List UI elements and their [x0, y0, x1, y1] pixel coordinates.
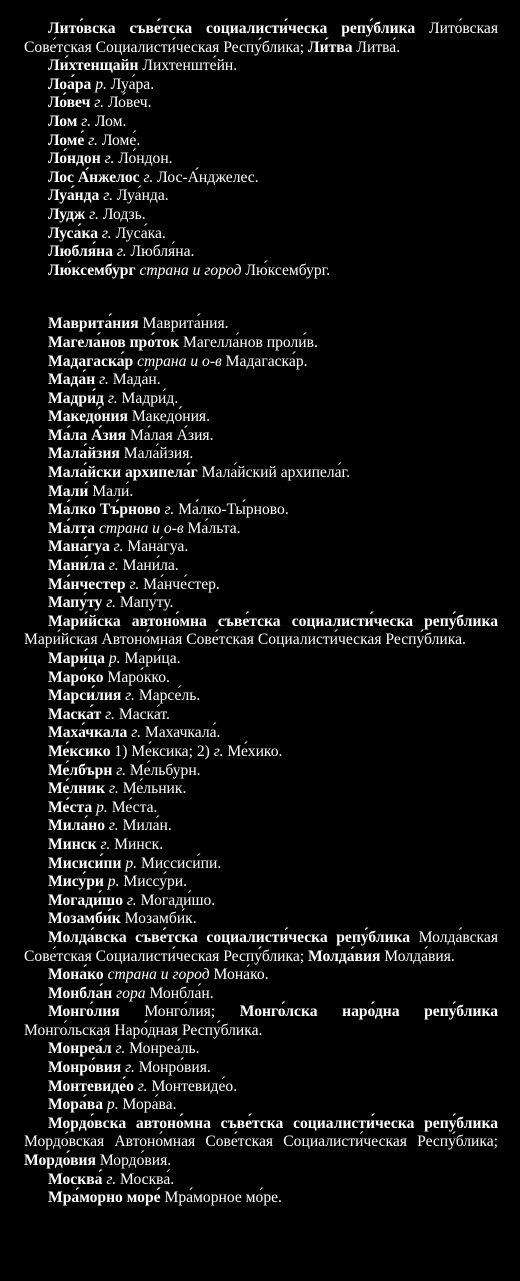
dictionary-entry [24, 706, 498, 725]
dictionary-entry [24, 1189, 498, 1208]
dictionary-entry [24, 855, 498, 874]
entry-headword: Монтевиде́о [48, 1077, 134, 1095]
entry-headword: Ма́нчестер [48, 575, 126, 593]
entry-headword: Лю́ксембург [48, 261, 136, 279]
entry-translation: Ма́нче́стер. [139, 575, 220, 593]
entry-translation: Москва́. [116, 1170, 175, 1188]
entry-headword: Ло́ндон [48, 150, 101, 168]
entry-headword: Ме́ста [48, 798, 93, 816]
entry-translation: Лом. [91, 112, 127, 130]
section-gap [24, 280, 498, 315]
dictionary-entry [24, 225, 498, 244]
entry-translation: Мадри́д. [117, 389, 179, 407]
entry-label: г. [121, 1059, 135, 1077]
entry-translation: Ма́лая А́зия. [126, 426, 214, 444]
entry-headword: Марси́лия [48, 687, 122, 705]
dictionary-entry [24, 576, 498, 595]
entries-section-m [24, 315, 498, 1208]
entry-translation: Луа́ра. [106, 75, 155, 93]
entry-translation: Луа́нда. [112, 187, 169, 205]
entry-translation: Ме́льбурн. [126, 761, 201, 779]
dictionary-entry [24, 408, 498, 427]
entry-translation: Мани́ла. [118, 557, 179, 575]
entry-label: страна и о-в [133, 352, 222, 370]
entry-headword: Маска́т [48, 705, 102, 723]
dictionary-entry [24, 594, 498, 613]
dictionary-entry [24, 613, 498, 650]
entry-headword: Мисиси́пи [48, 854, 122, 872]
dictionary-entry [24, 1171, 498, 1190]
entry-translation: Мари́йская Автоно́мная Сове́тская Социалисти́ческая Респу́блика. [24, 631, 466, 649]
dictionary-entry [24, 1040, 498, 1059]
dictionary-entry [24, 150, 498, 169]
dictionary-entry [24, 1115, 498, 1171]
entry-translation: Ло́веч. [104, 94, 152, 112]
dictionary-entry [24, 262, 498, 281]
entry-translation: Мозамби́к. [120, 910, 197, 928]
entry-headword: Монбла́н [48, 984, 113, 1002]
entry-label: г. [139, 168, 154, 186]
entry-translation: Миссу́ри. [119, 873, 188, 891]
entry-headword: Лито́вска съве́тска социалисти́ческа репу́блика [48, 20, 416, 37]
entry-headword: Ме́лник [48, 780, 106, 798]
entry-label: р. [92, 798, 108, 816]
entry-label: г. [102, 1170, 117, 1188]
entry-translation: Маска́т. [114, 705, 170, 723]
entry-headword: Мона́ко [48, 966, 104, 984]
entry-headword: Мила́но [48, 817, 106, 835]
entry-headword: Ме́лбърн [48, 761, 113, 779]
dictionary-entry [24, 169, 498, 188]
entry-headword: Луса́ка [48, 224, 99, 242]
entry-headword: Могади́шо [48, 891, 124, 909]
entry-headword: Ли́тва [308, 38, 353, 56]
entry-translation: Луса́ка. [111, 224, 166, 242]
dictionary-entry [24, 799, 498, 818]
entry-label: р. [104, 650, 121, 667]
entry-headword: Мадри́д [48, 389, 104, 407]
entry-headword: Ме́ксико [48, 742, 111, 760]
entry-headword: Мали́ [48, 482, 89, 500]
entry-translation: Ме́ста. [107, 798, 158, 816]
entry-label: гора [112, 984, 146, 1002]
entry-headword: Мадагаска́р [48, 352, 134, 370]
entry-label: г. [85, 205, 99, 223]
entry-translation: Могади́шо. [136, 891, 216, 909]
entry-headword: Мису́ри [48, 873, 104, 891]
dictionary-entry [24, 483, 498, 502]
entry-headword: Москва́ [48, 1170, 103, 1188]
entry-translation: Мадагаска́р. [221, 352, 308, 370]
dictionary-entry [24, 57, 498, 76]
entry-translation: Ме́хико. [223, 742, 283, 760]
entry-translation: Мордо́вия. [95, 1152, 172, 1170]
dictionary-entry [24, 538, 498, 557]
entry-label: г. [90, 94, 105, 112]
entry-label: г. [99, 187, 113, 205]
entry-label: г. [109, 538, 124, 556]
entry-translation: Мра́морное мо́ре. [160, 1189, 282, 1207]
entry-headword: Мана́гуа [48, 538, 110, 556]
dictionary-entry [24, 113, 498, 132]
entry-headword: Молда́вия [308, 947, 381, 965]
entry-translation: Махачкала́. [141, 724, 221, 742]
entry-headword: Монро́вия [48, 1059, 122, 1077]
entry-translation: Македо́ния. [127, 408, 211, 426]
entry-translation: Мора́ва. [118, 1096, 177, 1114]
dictionary-entry [24, 966, 498, 985]
entry-label: г. [123, 891, 137, 909]
entry-headword: Мозамби́к [48, 910, 121, 928]
entry-label: г. [105, 557, 119, 575]
entry-headword: Любля́на [48, 243, 113, 261]
entry-label: г. [213, 742, 224, 760]
entry-translation: Монреа́ль. [125, 1040, 200, 1058]
dictionary-entry [24, 315, 498, 334]
entry-translation: Любля́на. [126, 243, 195, 261]
entry-translation: Лю́ксембург. [241, 261, 331, 279]
entry-headword: Лом [48, 112, 78, 130]
entry-label: г. [105, 780, 119, 798]
dictionary-entry [24, 1059, 498, 1078]
dictionary-entry [24, 390, 498, 409]
entry-translation: Мала́йский архипела́г. [197, 464, 351, 482]
entry-translation: Минск. [110, 835, 164, 853]
entry-label: г. [133, 1077, 148, 1095]
dictionary-entry [24, 371, 498, 390]
entry-translation: Монтевиде́о. [147, 1077, 238, 1095]
dictionary-entry [24, 910, 498, 929]
entry-label: г. [112, 761, 127, 779]
entry-translation: Ломе́. [97, 131, 141, 149]
dictionary-entry [24, 445, 498, 464]
entry-headword: Мапу́ту [48, 594, 103, 612]
entry-translation: Марсе́ль. [134, 687, 201, 705]
entry-translation: Мапу́ту. [116, 594, 174, 612]
entries-section-l [24, 20, 498, 280]
entry-label: г. [111, 1040, 126, 1058]
entry-headword: Мра́морно море́ [48, 1189, 161, 1207]
entry-label: г. [98, 224, 112, 242]
entry-label: г. [84, 131, 98, 149]
entry-label: г. [77, 112, 92, 130]
entry-headword: Мала́йзия [48, 445, 120, 463]
dictionary-entry [24, 353, 498, 372]
entry-headword: Минск [48, 835, 97, 853]
entry-headword: Лоа́ра [48, 75, 92, 93]
entry-headword: Ли́хтенщайн [48, 57, 139, 75]
dictionary-entry [24, 669, 498, 688]
entry-translation: Ма́лко-Ты́рново. [174, 501, 289, 519]
entry-label: г. [105, 817, 119, 835]
entry-label: г. [112, 243, 127, 261]
entry-headword: Мари́ца [48, 650, 105, 667]
entry-headword: Ма́лта [48, 519, 96, 537]
dictionary-entry [24, 780, 498, 799]
entry-headword: Мани́ла [48, 557, 106, 575]
dictionary-entry [24, 762, 498, 781]
dictionary-entry [24, 650, 498, 669]
entry-headword: Ма́ла А́зия [48, 426, 127, 444]
entry-headword: Мордо́вия [24, 1152, 96, 1170]
entry-translation: Мари́ца. [120, 650, 181, 667]
entry-label: р. [103, 873, 120, 891]
entry-headword: Маро́ко [48, 668, 104, 686]
entry-translation: Миссиси́пи. [137, 854, 222, 872]
dictionary-entry [24, 873, 498, 892]
dictionary-entry [24, 892, 498, 911]
entry-headword: Ло́веч [48, 94, 91, 112]
dictionary-entry [24, 743, 498, 762]
dictionary-entry [24, 132, 498, 151]
entry-headword: Мари́йска автоно́мна съве́тска социалисти́ческа репу́блика [48, 612, 498, 630]
entry-translation: Лито́вская Сове́тская Социалисти́ческая Респу́блика; [24, 20, 498, 56]
entry-translation: Лодзь. [98, 205, 146, 223]
entry-headword: Лос А́нжелос [48, 168, 140, 186]
entry-label: страна и город [135, 261, 242, 279]
entry-translation: Маро́кко. [103, 668, 170, 686]
entry-label: г. [101, 705, 115, 723]
entry-label: страна и о-в [95, 519, 184, 537]
dictionary-entry [24, 1078, 498, 1097]
entry-translation: Мали́. [88, 482, 134, 500]
dictionary-entry [24, 724, 498, 743]
dictionary-entry [24, 20, 498, 57]
entry-label: г. [96, 835, 111, 853]
entry-translation: Молда́вская Сове́тская Социалисти́ческая Респу́блика; [24, 928, 498, 965]
dictionary-entry [24, 187, 498, 206]
entry-headword: Лудж [48, 205, 86, 223]
entry-translation: Ло́ндон. [114, 150, 173, 168]
entry-label: г. [160, 501, 175, 519]
dictionary-entry [24, 243, 498, 262]
entry-headword: Монреа́л [48, 1040, 112, 1058]
dictionary-entry [24, 1003, 498, 1040]
entry-label: страна и город [103, 966, 210, 984]
dictionary-entry [24, 464, 498, 483]
entry-translation: Монбла́н. [145, 984, 214, 1002]
entry-headword: Македо́ния [48, 408, 128, 426]
entry-headword: Маха́чкала [48, 724, 128, 742]
dictionary-entry [24, 1096, 498, 1115]
dictionary-entry [24, 94, 498, 113]
entry-headword: Ломе́ [48, 131, 85, 149]
entry-translation: Мада́н. [108, 371, 161, 389]
dictionary-entry [24, 76, 498, 95]
entry-translation: Мила́н. [118, 817, 172, 835]
entry-translation: Монго́лия; [119, 1003, 240, 1021]
entry-translation: Мона́ко. [209, 966, 269, 984]
entry-translation: Ма́льта. [183, 519, 241, 537]
entry-headword: Ма́лко Тъ́рново [48, 501, 161, 519]
entry-translation: Магелла́нов проли́в. [179, 333, 318, 351]
dictionary-entry [24, 985, 498, 1004]
entry-translation: Мала́йзия. [119, 445, 194, 463]
entry-translation: Мордо́вская Автоно́мная Сове́тская Социалисти́ческая Респу́блика; [24, 1133, 498, 1151]
entry-headword: Монго́лия [48, 1003, 120, 1021]
entry-label: г. [127, 724, 141, 742]
entry-headword: Молда́вска съве́тска социалисти́ческа репу́блика [48, 928, 411, 946]
entry-label: г. [125, 575, 140, 593]
entry-label: г. [100, 150, 115, 168]
entry-translation: Молда́вия. [380, 947, 455, 965]
entry-label: р. [121, 854, 138, 872]
dictionary-entry [24, 501, 498, 520]
dictionary-entry [24, 836, 498, 855]
entry-label: г. [121, 687, 135, 705]
dictionary-entry [24, 520, 498, 539]
entry-label: р. [91, 75, 107, 93]
entry-headword: Луа́нда [48, 187, 100, 205]
entry-headword: Мала́йски архипела́г [48, 464, 198, 482]
entry-headword: Мада́н [48, 371, 96, 389]
entry-headword: Магела́нов про́ток [48, 333, 180, 351]
entry-label: р. [103, 1096, 119, 1114]
dictionary-entry [24, 206, 498, 225]
entry-translation: Лос-А́нджелес. [153, 168, 259, 186]
entry-headword: Мордо́вска автоно́мна съве́тска социалисти́ческа репу́блика [48, 1114, 498, 1132]
entry-translation: Монро́вия. [134, 1059, 211, 1077]
entry-translation: Маврита́ния. [138, 315, 229, 333]
entry-translation: Мана́гуа. [123, 538, 189, 556]
entry-translation: 1) Ме́ксика; 2) [110, 742, 214, 760]
dictionary-entry [24, 817, 498, 836]
dictionary-entry [24, 929, 498, 966]
entry-label: г. [102, 594, 117, 612]
entry-headword: Монго́лска наро́дна репу́блика [239, 1003, 498, 1021]
entry-headword: Маврита́ния [48, 315, 139, 333]
entry-label: г. [103, 389, 118, 407]
dictionary-entry [24, 687, 498, 706]
entry-translation: Литва́. [352, 38, 401, 56]
entry-headword: Мора́ва [48, 1096, 103, 1114]
dictionary-entry [24, 557, 498, 576]
entry-label: г. [95, 371, 109, 389]
dictionary-entry [24, 334, 498, 353]
entry-translation: Ме́льник. [118, 780, 187, 798]
dictionary-entry [24, 427, 498, 446]
entry-translation: Монго́льская Наро́дная Респу́блика. [24, 1021, 263, 1039]
entry-translation: Лихтенште́йн. [138, 57, 238, 75]
